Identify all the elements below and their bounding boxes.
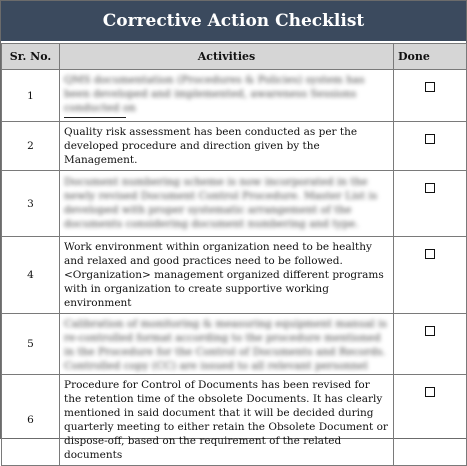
done-checkbox[interactable] xyxy=(425,134,435,144)
activity-text-redacted: QMS documentation (Procedures & Policies) system has been developed and implemented, awareness Sessions conducted on xyxy=(64,74,365,114)
row-number: 1 xyxy=(2,70,60,122)
table-row xyxy=(2,171,467,237)
signature-line xyxy=(64,117,126,118)
table-row xyxy=(2,314,467,375)
activity-text xyxy=(60,70,394,122)
activity-text: Quality risk assessment has been conducted as per the developed procedure and direction given by the Management. xyxy=(60,122,394,171)
done-cell xyxy=(394,237,467,314)
done-cell xyxy=(394,122,467,171)
done-checkbox[interactable] xyxy=(425,387,435,397)
table-row xyxy=(2,70,467,122)
table-row xyxy=(2,237,467,314)
activity-text xyxy=(60,314,394,375)
row-number: 6 xyxy=(2,375,60,466)
done-checkbox[interactable] xyxy=(425,326,435,336)
activity-text-redacted: Document numbering scheme is now incorporated in the newly revised Document Control Procedure. Master List is developed with proper systematic arrangement of the documents considering document numbering and type. xyxy=(64,175,378,230)
row-number: 4 xyxy=(2,237,60,314)
activity-text: Work environment within organization need to be healthy and relaxed and good practices need to be followed. <Organization> management organized different programs with in organization to create supportive working environment xyxy=(60,237,394,314)
row-number: 2 xyxy=(2,122,60,171)
table-row xyxy=(2,122,467,171)
column-header-done: Done xyxy=(394,44,467,70)
done-checkbox[interactable] xyxy=(425,183,435,193)
checklist-title: Corrective Action Checklist xyxy=(1,1,466,43)
row-number: 5 xyxy=(2,314,60,375)
activity-text xyxy=(60,171,394,237)
done-cell xyxy=(394,70,467,122)
activity-text-redacted: Calibration of monitoring & measuring equipment manual is re-controlled format according to the procedure mentioned in the Procedure for the Control of Documents and Records. Controlled copy (CC) are issued to all relevant personnel xyxy=(64,318,387,372)
table-header-row xyxy=(2,44,467,70)
column-header-activities: Activities xyxy=(60,44,394,70)
table-row xyxy=(2,375,467,466)
done-cell xyxy=(394,171,467,237)
done-checkbox[interactable] xyxy=(425,249,435,259)
done-cell xyxy=(394,314,467,375)
checklist-table xyxy=(1,43,467,466)
done-cell xyxy=(394,375,467,466)
column-header-srno: Sr. No. xyxy=(2,44,60,70)
done-checkbox[interactable] xyxy=(425,82,435,92)
activity-text: Procedure for Control of Documents has been revised for the retention time of the obsolete Documents. It has clearly mentioned in said document that it will be decided during quarterly meeting to either retain the Obsolete Document or dispose-off, based on the requirement of the related documents xyxy=(60,375,394,466)
row-number: 3 xyxy=(2,171,60,237)
